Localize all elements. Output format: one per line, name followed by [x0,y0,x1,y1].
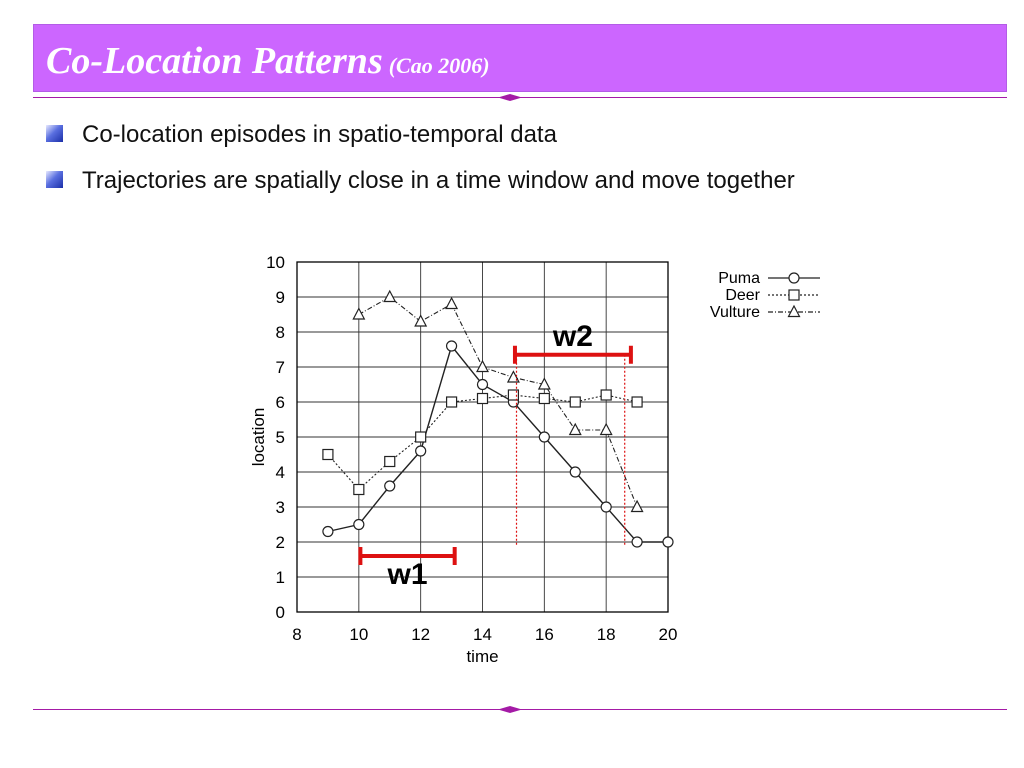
square-bullet-icon [46,171,63,188]
y-tick-label: 8 [275,323,285,342]
deer-point [323,450,333,460]
legend-marker-puma [789,273,799,283]
bullet-text: Trajectories are spatially close in a time window and move together [82,167,795,194]
puma-point [478,380,488,390]
vulture-point [353,309,364,320]
x-tick-label: 20 [658,625,678,644]
w2-window-label: w2 [552,319,593,353]
legend-label-deer: Deer [725,287,760,304]
puma-point [601,502,611,512]
y-tick-label: 6 [275,393,285,412]
square-bullet-icon [46,125,63,142]
vulture-point [601,424,612,435]
vulture-point [570,424,581,435]
puma-point [323,527,333,537]
deer-point [632,397,642,407]
y-axis-label: location [249,407,268,467]
vulture-point [508,372,519,383]
puma-point [663,537,673,547]
deer-point [416,432,426,442]
vulture-point [446,298,457,309]
slide-title-main: Co-Location Patterns [46,40,383,82]
vulture-point [632,501,643,512]
title-bar [33,24,1007,92]
x-axis-label: time [466,647,499,666]
puma-point [385,481,395,491]
x-tick-label: 8 [292,625,302,644]
y-tick-label: 1 [275,568,285,587]
puma-point [570,467,580,477]
bottom-divider-diamond [498,706,522,713]
slide-title [46,39,490,83]
deer-point [601,390,611,400]
legend-label-puma: Puma [718,270,760,287]
vulture-point [415,316,426,327]
puma-point [447,341,457,351]
x-tick-label: 16 [534,625,554,644]
legend-label-vulture: Vulture [709,304,760,321]
bullet-item [42,118,795,164]
puma-point [354,520,364,530]
bullet-item [42,164,795,210]
vulture-point [477,361,488,372]
puma-point [632,537,642,547]
deer-point [478,394,488,404]
y-tick-label: 2 [275,533,285,552]
deer-point [539,394,549,404]
bullet-list [42,118,795,210]
puma-point [539,432,549,442]
top-divider-diamond [498,94,522,101]
legend-marker-deer [789,290,799,300]
deer-point [354,485,364,495]
x-tick-label: 18 [596,625,616,644]
y-tick-label: 7 [275,358,285,377]
x-tick-label: 12 [411,625,431,644]
co-location-chart [240,240,840,680]
y-tick-label: 0 [275,603,285,622]
y-tick-label: 3 [275,498,285,517]
w1-window-label: w1 [387,558,428,591]
y-tick-label: 10 [266,253,285,272]
legend-marker-vulture [789,306,800,317]
y-tick-label: 5 [275,428,285,447]
y-tick-label: 9 [275,288,285,307]
puma-series-line [328,346,668,542]
bullet-text: Co-location episodes in spatio-temporal data [82,121,557,148]
deer-point [385,457,395,467]
deer-point [570,397,580,407]
deer-point [447,397,457,407]
x-tick-label: 10 [349,625,369,644]
slide-title-citation: (Cao 2006) [388,53,490,78]
vulture-point [384,291,395,302]
x-tick-label: 14 [473,625,492,644]
puma-point [416,446,426,456]
y-tick-label: 4 [275,463,285,482]
